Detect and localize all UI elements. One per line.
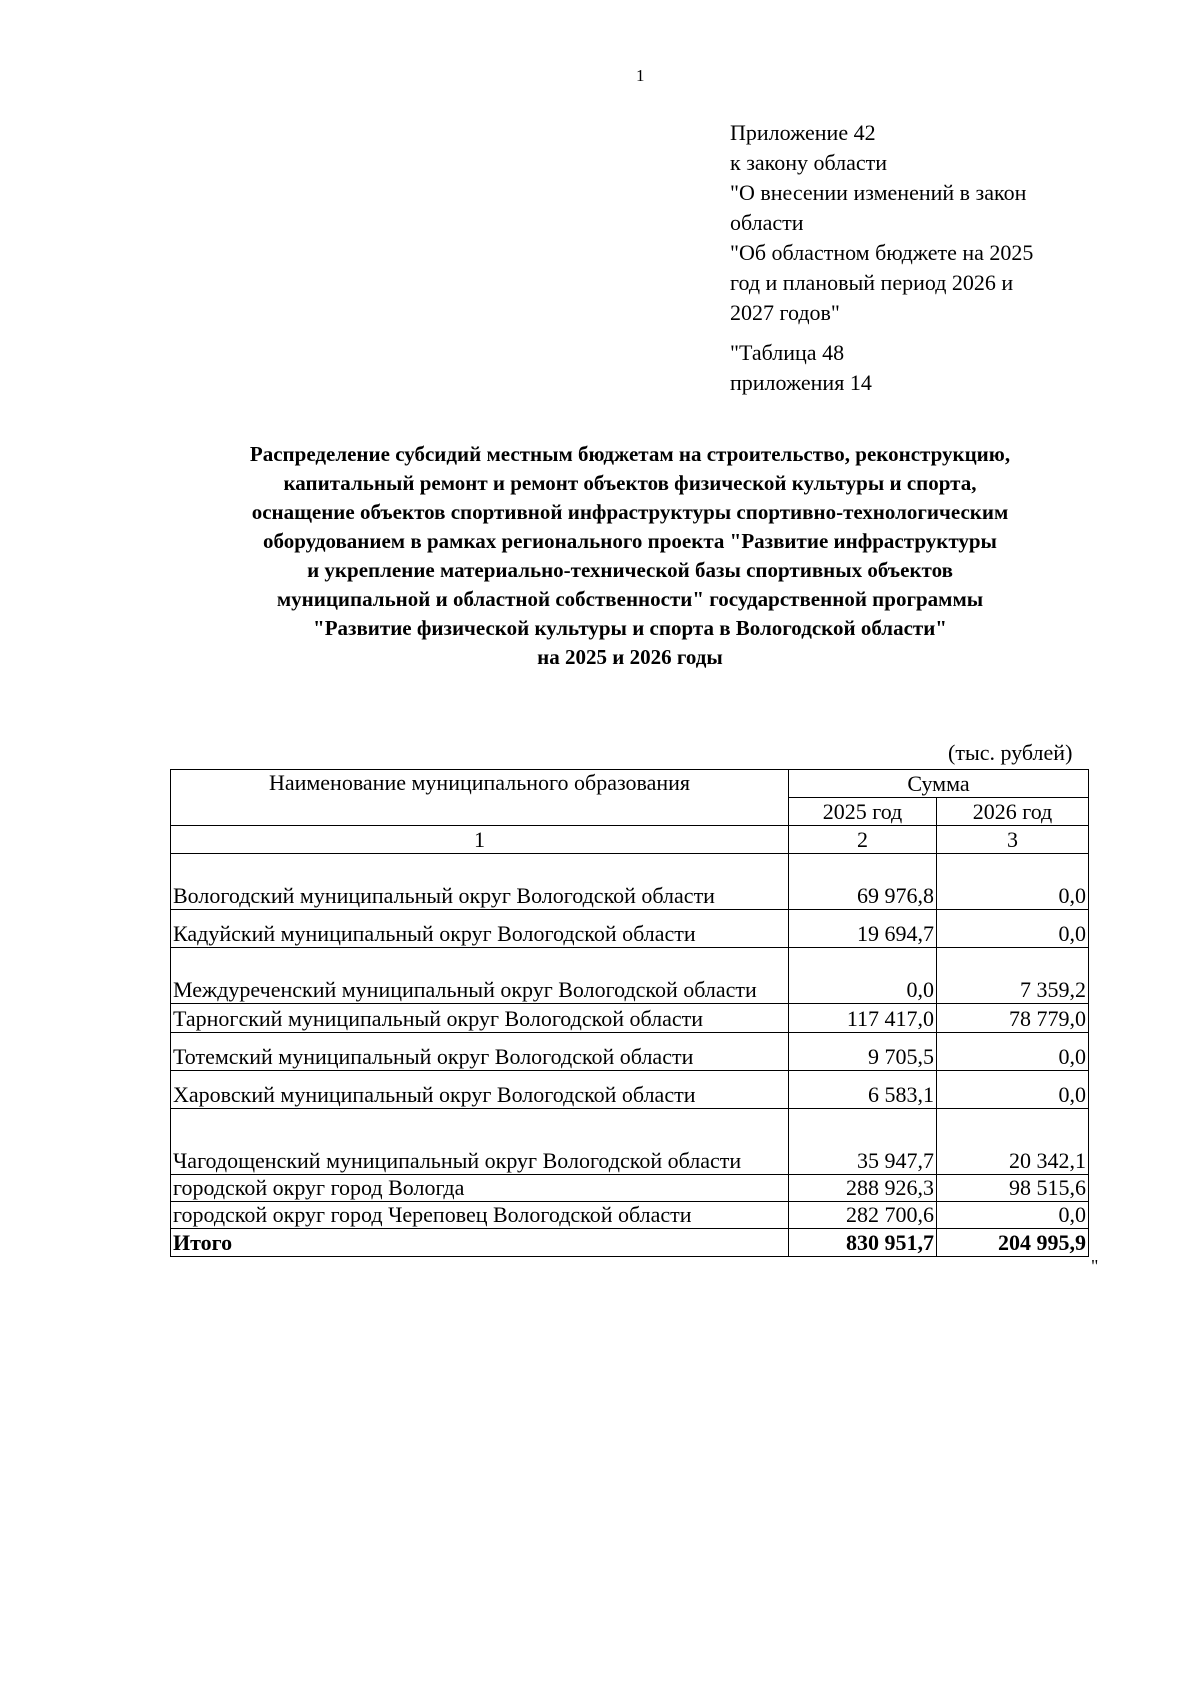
title-line: муниципальной и областной собственности" государственной программы: [276, 587, 984, 611]
title-line: оснащение объектов спортивной инфраструктуры спортивно-технологическим: [251, 500, 1009, 524]
column-number: 1: [171, 826, 789, 854]
amount-2026: 98 515,6: [937, 1175, 1089, 1202]
table-row: [171, 948, 1089, 1004]
municipality-name: Чагодощенский муниципальный округ Вологодской области: [171, 1109, 789, 1175]
table-row: [171, 1175, 1089, 1202]
subsidy-table: [170, 769, 1089, 1257]
municipality-name: Вологодский муниципальный округ Вологодской области: [171, 854, 789, 910]
municipality-name: городской округ город Череповец Вологодской области: [171, 1202, 789, 1229]
table-reference: "Таблица 48: [730, 340, 845, 365]
amount-2026: 7 359,2: [937, 948, 1089, 1004]
column-number: 3: [937, 826, 1089, 854]
amount-2026: 0,0: [937, 1071, 1089, 1109]
amount-2026: 0,0: [937, 910, 1089, 948]
amount-2025: 9 705,5: [789, 1033, 937, 1071]
column-number: 2: [789, 826, 937, 854]
table-row: [171, 854, 1089, 910]
appendix-line: 2027 годов": [730, 300, 840, 325]
table-reference: приложения 14: [730, 370, 872, 395]
page-number: 1: [636, 66, 645, 85]
title-line: "Развитие физической культуры и спорта в Вологодской области": [313, 616, 947, 640]
table-row: [171, 1071, 1089, 1109]
header-2026: 2026 год: [937, 798, 1089, 826]
amount-2025: 117 417,0: [789, 1004, 937, 1033]
title-line: и укрепление материально-технической базы спортивных объектов: [307, 558, 953, 582]
appendix-line: год и плановый период 2026 и: [730, 270, 1014, 295]
table-row: [171, 1004, 1089, 1033]
total-label: Итого: [171, 1229, 789, 1257]
total-2026: 204 995,9: [937, 1229, 1089, 1257]
municipality-name: Междуреченский муниципальный округ Вологодской области: [171, 948, 789, 1004]
appendix-line: области: [730, 210, 804, 235]
appendix-line: "О внесении изменений в закон: [730, 180, 1027, 205]
closing-quote: ": [1091, 1256, 1099, 1276]
table-row: [171, 1109, 1089, 1175]
amount-2025: 288 926,3: [789, 1175, 937, 1202]
amount-2025: 6 583,1: [789, 1071, 937, 1109]
municipality-name: Харовский муниципальный округ Вологодской области: [171, 1071, 789, 1109]
units-label: (тыс. рублей): [948, 740, 1073, 765]
header-sum: Сумма: [789, 770, 1089, 798]
appendix-line: "Об областном бюджете на 2025: [730, 240, 1034, 265]
amount-2026: 0,0: [937, 1202, 1089, 1229]
amount-2025: 19 694,7: [789, 910, 937, 948]
table-row: [171, 1202, 1089, 1229]
municipality-name: Кадуйский муниципальный округ Вологодской области: [171, 910, 789, 948]
appendix-block: [730, 118, 1130, 398]
header-name: Наименование муниципального образования: [171, 770, 789, 826]
header-2025: 2025 год: [789, 798, 937, 826]
title-line: Распределение субсидий местным бюджетам на строительство, реконструкцию,: [249, 442, 1011, 466]
amount-2026: 0,0: [937, 1033, 1089, 1071]
table-row: [171, 1033, 1089, 1071]
appendix-line: Приложение 42: [730, 120, 876, 145]
municipality-name: Тотемский муниципальный округ Вологодской области: [171, 1033, 789, 1071]
title-line: на 2025 и 2026 годы: [537, 645, 723, 669]
appendix-line: к закону области: [730, 150, 888, 175]
amount-2026: 0,0: [937, 854, 1089, 910]
amount-2025: 0,0: [789, 948, 937, 1004]
total-row: [171, 1229, 1089, 1257]
municipality-name: Тарногский муниципальный округ Вологодской области: [171, 1004, 789, 1033]
table-row: [171, 910, 1089, 948]
amount-2025: 282 700,6: [789, 1202, 937, 1229]
municipality-name: городской округ город Вологда: [171, 1175, 789, 1202]
total-2025: 830 951,7: [789, 1229, 937, 1257]
title-line: оборудованием в рамках регионального проекта "Развитие инфраструктуры: [263, 529, 997, 553]
amount-2025: 69 976,8: [789, 854, 937, 910]
amount-2026: 20 342,1: [937, 1109, 1089, 1175]
amount-2025: 35 947,7: [789, 1109, 937, 1175]
document-title: [160, 440, 1100, 672]
title-line: капитальный ремонт и ремонт объектов физической культуры и спорта,: [283, 471, 977, 495]
amount-2026: 78 779,0: [937, 1004, 1089, 1033]
